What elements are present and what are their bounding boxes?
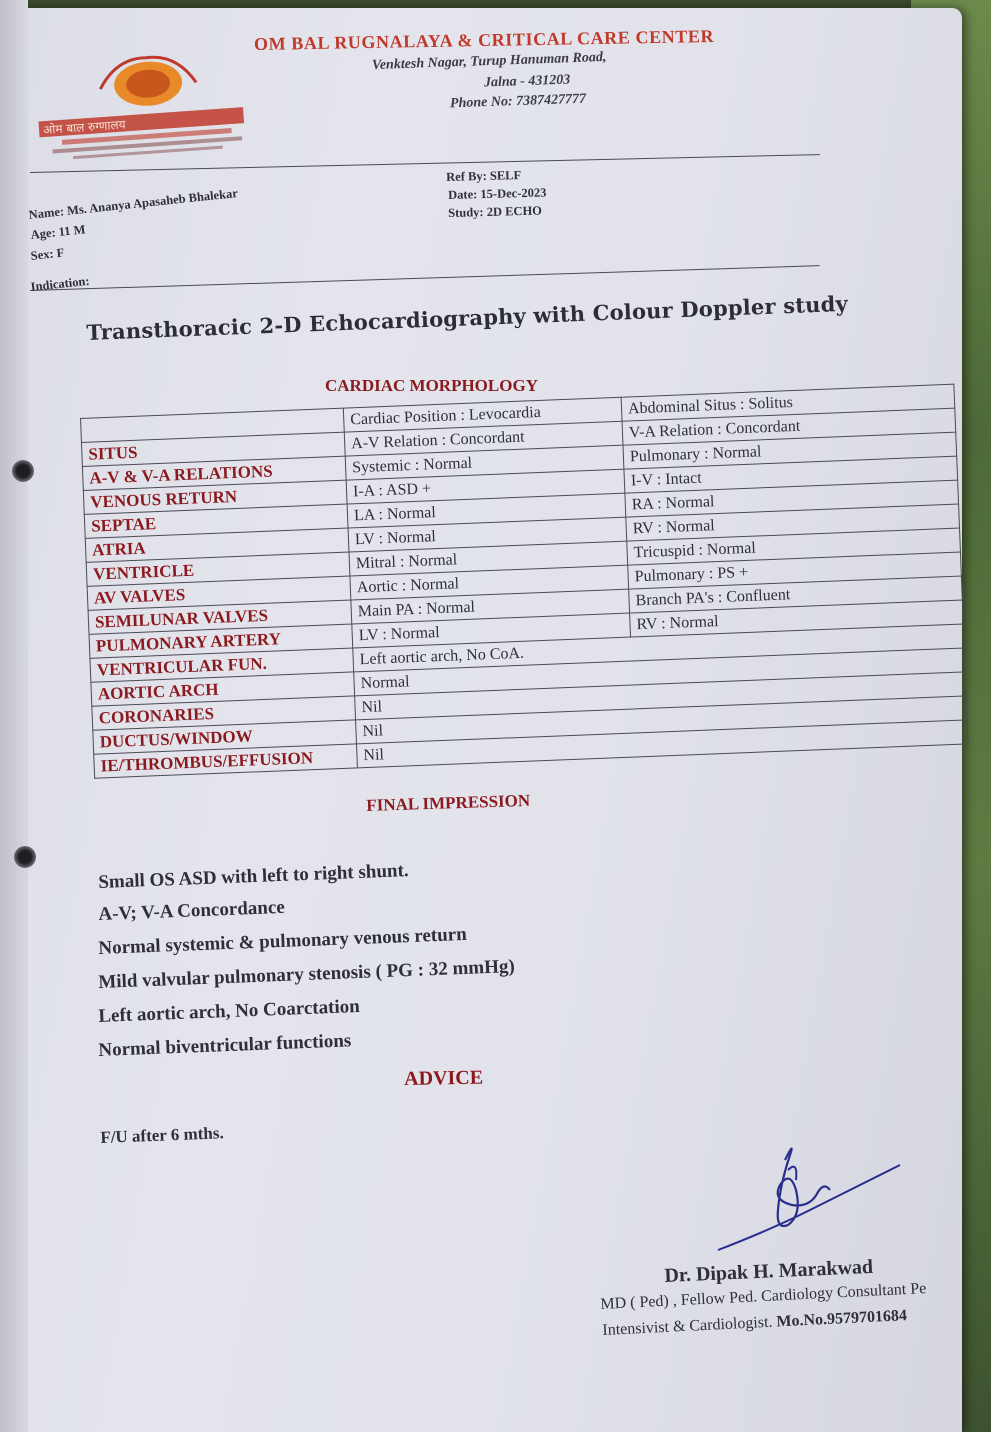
row-label: DUCTUS/WINDOW	[93, 720, 357, 754]
row-value-1: Nil	[356, 696, 967, 744]
hospital-phone: Phone No: 7387427777	[449, 91, 587, 112]
row-value-1: Systemic : Normal	[345, 445, 624, 480]
row-label: AV VALVES	[87, 576, 351, 610]
patient-sex: Sex: F	[30, 245, 65, 263]
impression-line: Left aortic arch, No Coarctation	[98, 995, 361, 1027]
row-value-1: Nil	[357, 720, 968, 768]
doctor-name: Dr. Dipak H. Marakwad	[664, 1255, 874, 1287]
row-value-1: Left aortic arch, No CoA.	[353, 624, 964, 672]
impression-line: Small OS ASD with left to right shunt.	[98, 860, 409, 893]
report-title: Transthoracic 2-D Echocardiography with Colour Doppler study	[86, 290, 849, 345]
doctor-title: Intensivist & Cardiologist.	[602, 1313, 777, 1339]
doctor-designation	[602, 1307, 907, 1340]
row-value-1: Nil	[355, 672, 966, 720]
row-value-2: RV : Normal	[626, 504, 960, 541]
impression-line: Normal systemic & pulmonary venous return	[98, 923, 468, 959]
impression-line: A-V; V-A Concordance	[98, 896, 286, 925]
row-value-2: RA : Normal	[625, 480, 959, 517]
hospital-address-line1: Venktesh Nagar, Turup Hanuman Road,	[371, 49, 607, 74]
patient-age: Age: 11 M	[30, 222, 87, 242]
row-label: SITUS	[81, 432, 345, 466]
row-value-1: A-V Relation : Concordant	[344, 421, 623, 456]
doctor-qualification: MD ( Ped) , Fellow Ped. Cardiology Consultant Pe	[600, 1280, 927, 1313]
row-value-1: LV : Normal	[352, 613, 631, 648]
row-label: VENTRICLE	[86, 552, 350, 586]
hospital-address-line2: Jalna - 431203	[483, 72, 571, 91]
hospital-logo	[26, 38, 265, 184]
row-value-1: LA : Normal	[347, 493, 626, 528]
row-value-2: Pulmonary : PS +	[628, 552, 962, 589]
impression-line: Mild valvular pulmonary stenosis ( PG : 32 mmHg)	[98, 956, 516, 993]
logo-text: ओम बाल रुग्णालय	[42, 117, 126, 138]
row-label: ATRIA	[85, 528, 349, 562]
advice-heading: ADVICE	[404, 1066, 484, 1090]
row-label: IE/THROMBUS/EFFUSION	[94, 744, 358, 778]
row-label: AORTIC ARCH	[91, 672, 355, 706]
row-label: VENTRICULAR FUN.	[90, 648, 354, 682]
doctor-mobile: Mo.No.9579701684	[776, 1307, 908, 1331]
row-value-1: Mitral : Normal	[349, 541, 628, 576]
row-value-1: LV : Normal	[348, 517, 627, 552]
advice-text: F/U after 6 mths.	[100, 1123, 225, 1147]
row-value-2: Tricuspid : Normal	[627, 528, 961, 565]
row-value-1: Normal	[354, 648, 965, 696]
row-value-2: Pulmonary : Normal	[623, 432, 957, 469]
row-value-2: Abdominal Situs : Solitus	[621, 384, 955, 421]
row-label: A-V & V-A RELATIONS	[82, 456, 346, 490]
row-value-1: I-A : ASD +	[346, 469, 625, 504]
patient-info-divider	[30, 265, 820, 291]
indication-label: Indication:	[30, 273, 91, 294]
row-label: PULMONARY ARTERY	[89, 624, 353, 658]
row-label: SEMILUNAR VALVES	[88, 600, 352, 634]
row-value-2: V-A Relation : Concordant	[622, 408, 956, 445]
row-label: SEPTAE	[84, 504, 348, 538]
cardiac-morphology-table-wrap	[80, 384, 968, 779]
final-impression-heading: FINAL IMPRESSION	[366, 790, 531, 815]
row-label: VENOUS RETURN	[83, 480, 347, 514]
study-type: Study: 2D ECHO	[448, 203, 543, 220]
referred-by: Ref By: SELF	[446, 168, 522, 184]
report-date: Date: 15-Dec-2023	[448, 185, 547, 202]
cardiac-morphology-table	[80, 384, 968, 779]
row-value-2: Branch PA's : Confluent	[629, 576, 963, 613]
doctor-signature	[700, 1130, 930, 1270]
hospital-name: OM BAL RUGNALAYA & CRITICAL CARE CENTER	[253, 25, 715, 55]
row-value-1: Main PA : Normal	[351, 589, 630, 624]
row-label: CORONARIES	[92, 696, 356, 730]
row-value-2: I-V : Intact	[624, 456, 958, 493]
patient-name: Name: Ms. Ananya Apasaheb Bhalekar	[28, 186, 239, 222]
row-value-2: RV : Normal	[630, 600, 964, 637]
impression-line: Normal biventricular functions	[98, 1030, 352, 1061]
row-value-1: Cardiac Position : Levocardia	[343, 397, 622, 432]
row-value-1: Aortic : Normal	[350, 565, 629, 600]
cardiac-morphology-heading: CARDIAC MORPHOLOGY	[325, 376, 538, 395]
